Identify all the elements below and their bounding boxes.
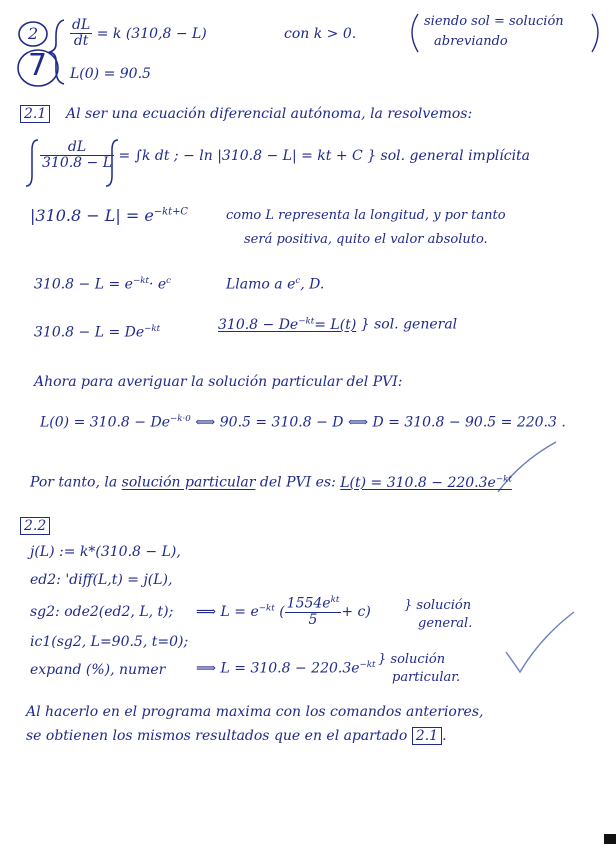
pvi-intro: Ahora para averiguar la solución particular del PVI: bbox=[34, 374, 403, 390]
general-note-1: } solución bbox=[404, 598, 472, 613]
abs-exponent: −kt+C bbox=[153, 206, 189, 218]
pvi-computation: $L(0) = 310.8 - De^{-k\cdot 0}$ ⟺ 90.5 = 310.8 − D ⟺ D = 310.8 − 90.5 = 220.3 . bbox=[40, 414, 566, 431]
derivative-denominator: dt bbox=[73, 33, 89, 50]
exponential-split: $310.8 - L = e^{-kt}\cdot e^c$ bbox=[34, 276, 171, 293]
derivative-fraction bbox=[70, 18, 92, 50]
grade-mark: 7 bbox=[28, 48, 48, 83]
integral-sign-left bbox=[26, 140, 38, 186]
abbrev-note-line2: abreviando bbox=[434, 34, 508, 49]
maxima-general-result: ⟹ $L = e^{-kt}$ ( $\frac{1554e^{kt}}{5}$ + c) bbox=[196, 595, 371, 629]
particular-solution-conclusion: Por tanto, la solución particular del PVI es: $L(t) = 310.8 - 220.3e^{-kt}$ bbox=[30, 474, 512, 491]
abs-note-line1: como L representa la longitud, y por tanto bbox=[226, 208, 506, 223]
general-solution: $310.8 - De^{-kt}= L(t)$ } sol. general bbox=[218, 316, 458, 333]
integral-result: ; − ln |310.8 − L| = kt + C bbox=[173, 147, 363, 164]
system-brace bbox=[50, 20, 64, 84]
initial-condition: L(0) = 90.5 bbox=[70, 66, 151, 82]
maxima-line-4: ic1(sg2, L=90.5, t=0); bbox=[30, 634, 189, 650]
integral-rhs: = ∫k dt bbox=[118, 147, 170, 164]
constant-renaming: Llamo a $e^c$, D. bbox=[226, 276, 325, 293]
derivative-numerator: dL bbox=[72, 17, 91, 33]
maxima-line-3: sg2: ode2(ed2, L, t); bbox=[30, 604, 174, 620]
general-equation: $310.8 - L = De^{-kt}$ bbox=[34, 324, 161, 341]
integral-denominator: 310.8 − L bbox=[42, 155, 113, 172]
particular-note-1: } solución bbox=[378, 652, 446, 667]
integral-fraction bbox=[40, 140, 114, 172]
grader-check-2 bbox=[506, 612, 574, 672]
maxima-line-2: ed2: 'diff(L,t) = j(L), bbox=[30, 572, 173, 588]
ode-equation bbox=[70, 18, 207, 50]
constant-condition: con k > 0. bbox=[284, 26, 357, 42]
section-2-1-label: 2.1 bbox=[20, 106, 50, 122]
general-note-2: general. bbox=[418, 616, 473, 631]
abbrev-note-line1: siendo sol = solución bbox=[424, 14, 564, 29]
note-parenthesis-left bbox=[412, 14, 418, 52]
maxima-particular-result: ⟹ $L = 310.8 - 220.3e^{-kt}$ bbox=[196, 660, 376, 677]
integral-equation bbox=[40, 140, 530, 172]
abs-note-line2: será positiva, quito el valor absoluto. bbox=[244, 232, 488, 247]
maxima-fraction: $\frac{1554e^{kt}}{5}$ bbox=[286, 595, 340, 629]
final-remark-2: se obtienen los mismos resultados que en el apartado 2.1 . bbox=[26, 728, 447, 744]
particular-note-2: particular. bbox=[392, 670, 461, 685]
ode-rhs: = k (310,8 − L) bbox=[96, 25, 207, 42]
section-2-1-intro: Al ser una ecuación diferencial autónoma, la resolvemos: bbox=[66, 106, 473, 122]
maxima-line-5: expand (%), numer bbox=[30, 662, 166, 678]
note-parenthesis-right bbox=[592, 14, 598, 52]
section-2-2-label: 2.2 bbox=[20, 518, 50, 534]
maxima-line-1: j(L) := k*(310.8 − L), bbox=[30, 544, 181, 560]
corner-mark bbox=[604, 834, 616, 844]
final-remark-1: Al hacerlo en el programa maxima con los comandos anteriores, bbox=[26, 704, 484, 720]
integral-numerator: dL bbox=[40, 140, 114, 156]
integral-note: } sol. general implícita bbox=[367, 147, 531, 164]
absolute-value-equation: $|310.8 - L| = e^{-kt+C}$ bbox=[30, 206, 189, 225]
problem-number: 2 bbox=[28, 24, 39, 43]
